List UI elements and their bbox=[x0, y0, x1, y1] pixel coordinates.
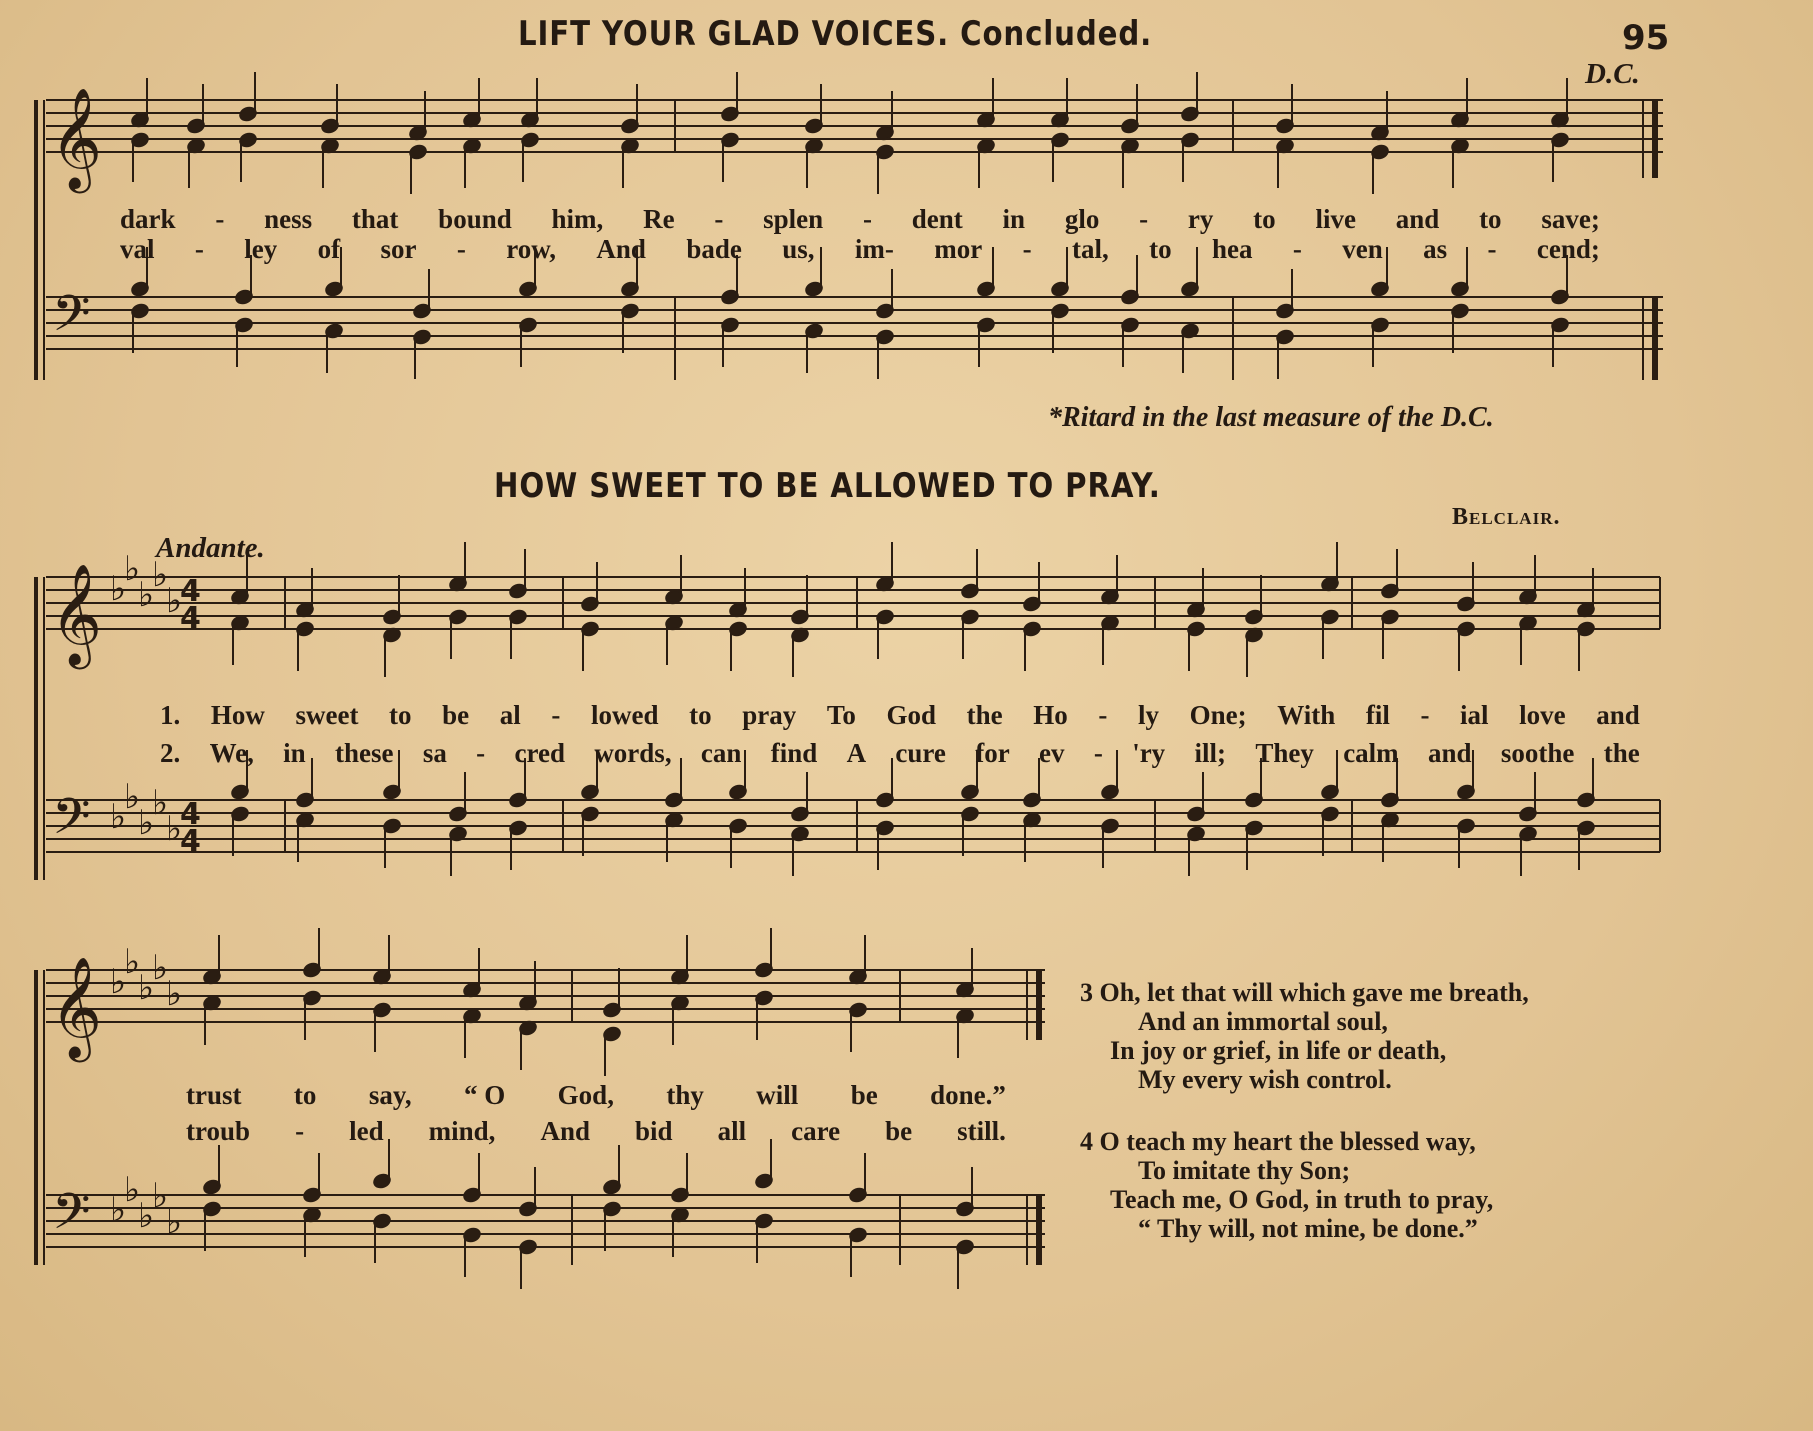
lyric-syllable: to bbox=[1149, 234, 1172, 264]
lyric-syllable: - bbox=[215, 204, 225, 234]
lyric-syllable: dark bbox=[120, 204, 176, 234]
svg-text:𝄞: 𝄞 bbox=[50, 955, 103, 1058]
svg-text:♭: ♭ bbox=[124, 549, 141, 589]
verse-number: 4 bbox=[1080, 1127, 1093, 1156]
verse-3 bbox=[1080, 978, 1529, 1094]
svg-text:♭: ♭ bbox=[152, 555, 169, 595]
hymn1-bass-staff bbox=[46, 297, 1663, 349]
lyric-syllable: and bbox=[1428, 738, 1472, 768]
hymn2-sys1-bass-staff bbox=[46, 800, 1660, 852]
svg-text:4: 4 bbox=[180, 574, 201, 609]
lyric-syllable: the bbox=[1603, 738, 1640, 768]
hymn2-sys2-lyrics-line1 bbox=[186, 1080, 1006, 1111]
lyric-syllable: be bbox=[442, 700, 470, 730]
svg-text:♭: ♭ bbox=[166, 1202, 183, 1242]
svg-text:♭: ♭ bbox=[124, 942, 141, 982]
svg-text:♭: ♭ bbox=[110, 1190, 127, 1230]
lyric-syllable: - bbox=[1487, 234, 1497, 264]
hymn2-sys1-lyrics-line1 bbox=[160, 700, 1640, 731]
svg-text:♭: ♭ bbox=[110, 569, 127, 609]
lyric-syllable: Ho bbox=[1033, 700, 1068, 730]
lyric-syllable: these bbox=[335, 738, 394, 768]
lyric-syllable: live bbox=[1315, 204, 1356, 234]
lyric-row bbox=[160, 738, 1640, 769]
lyric-syllable: ill; bbox=[1194, 738, 1227, 768]
lyric-syllable: be bbox=[850, 1080, 878, 1110]
lyric-syllable: - bbox=[1420, 700, 1430, 730]
verse-line: “ Thy will, not mine, be done.” bbox=[1138, 1214, 1478, 1243]
page-number: 95 bbox=[1622, 18, 1670, 58]
lyric-syllable: troub bbox=[186, 1116, 251, 1146]
hymn1-lyrics-line1 bbox=[120, 204, 1600, 235]
lyric-syllable: words, bbox=[594, 738, 672, 768]
lyric-syllable: be bbox=[885, 1116, 913, 1146]
lyric-row bbox=[120, 234, 1600, 265]
lyric-syllable: that bbox=[351, 204, 399, 234]
verse-line: To imitate thy Son; bbox=[1138, 1156, 1351, 1185]
lyric-syllable: to bbox=[689, 700, 712, 730]
lyric-syllable: - bbox=[714, 204, 724, 234]
lyric-syllable: God bbox=[886, 700, 936, 730]
lyric-syllable: im- bbox=[854, 234, 894, 264]
lyric-syllable: We, bbox=[209, 738, 254, 768]
lyric-syllable: ev bbox=[1039, 738, 1065, 768]
lyric-syllable: bound bbox=[438, 204, 512, 234]
hymn1-treble-staff bbox=[46, 100, 1663, 152]
lyric-syllable: him, bbox=[551, 204, 604, 234]
hymn1-lyrics-line2 bbox=[120, 234, 1600, 265]
lyric-row bbox=[186, 1080, 1006, 1111]
svg-text:𝄢: 𝄢 bbox=[52, 788, 91, 858]
lyric-syllable: led bbox=[349, 1116, 384, 1146]
lyric-syllable: bade bbox=[686, 234, 742, 264]
svg-text:♭: ♭ bbox=[166, 809, 183, 849]
lyric-syllable: and bbox=[1596, 700, 1640, 730]
svg-text:♭: ♭ bbox=[110, 797, 127, 837]
svg-text:♭: ♭ bbox=[138, 1196, 155, 1236]
hymn2-sys2-bass-staff bbox=[46, 1195, 1045, 1247]
lyric-syllable: us, bbox=[782, 234, 815, 264]
lyric-syllable: ness bbox=[264, 204, 313, 234]
svg-text:𝄞: 𝄞 bbox=[50, 562, 103, 665]
lyric-syllable: ley bbox=[244, 234, 278, 264]
lyric-syllable: - bbox=[551, 700, 561, 730]
lyric-syllable: - bbox=[194, 234, 204, 264]
running-title: LIFT YOUR GLAD VOICES. Concluded. bbox=[518, 14, 1153, 54]
lyric-syllable: thy bbox=[666, 1080, 704, 1110]
dc-mark: D.C. bbox=[1585, 58, 1640, 90]
lyric-syllable: mind, bbox=[428, 1116, 496, 1146]
ritard-footnote: *Ritard in the last measure of the D.C. bbox=[1048, 402, 1494, 433]
svg-text:♭: ♭ bbox=[124, 777, 141, 817]
lyric-syllable: sweet bbox=[295, 700, 359, 730]
verse-line: And an immortal soul, bbox=[1138, 1007, 1388, 1036]
lyric-syllable: calm bbox=[1343, 738, 1399, 768]
lyric-syllable: row, bbox=[506, 234, 557, 264]
lyric-syllable: sa bbox=[422, 738, 447, 768]
lyric-syllable: ial bbox=[1460, 700, 1489, 730]
lyric-syllable: done.” bbox=[930, 1080, 1006, 1110]
lyric-syllable: say, bbox=[368, 1080, 412, 1110]
lyric-syllable: sor bbox=[380, 234, 417, 264]
lyric-syllable: - bbox=[1022, 234, 1032, 264]
lyric-syllable: and bbox=[1395, 204, 1440, 234]
lyric-syllable: And bbox=[540, 1116, 590, 1146]
lyric-syllable: trust bbox=[186, 1080, 242, 1110]
lyric-syllable: A bbox=[846, 738, 867, 768]
svg-text:♭: ♭ bbox=[124, 1170, 141, 1210]
lyric-syllable: bid bbox=[635, 1116, 673, 1146]
lyric-syllable: 'ry bbox=[1132, 738, 1166, 768]
lyric-syllable: - bbox=[476, 738, 486, 768]
svg-text:♭: ♭ bbox=[152, 783, 169, 823]
lyric-syllable: And bbox=[596, 234, 646, 264]
lyric-syllable: ry bbox=[1187, 204, 1214, 234]
lyric-syllable: 1. bbox=[160, 700, 181, 730]
lyric-syllable: can bbox=[700, 738, 742, 768]
verse-4 bbox=[1080, 1127, 1493, 1243]
svg-text:♭: ♭ bbox=[138, 803, 155, 843]
hymn2-sys1-lyrics-line2 bbox=[160, 738, 1640, 769]
lyric-syllable: ven bbox=[1342, 234, 1383, 264]
lyric-syllable: soothe bbox=[1500, 738, 1575, 768]
lyric-syllable: still. bbox=[957, 1116, 1006, 1146]
lyric-syllable: glo bbox=[1064, 204, 1100, 234]
svg-text:♭: ♭ bbox=[138, 575, 155, 615]
lyric-syllable: as bbox=[1423, 234, 1448, 264]
lyric-syllable: al bbox=[499, 700, 521, 730]
lyric-syllable: care bbox=[791, 1116, 841, 1146]
svg-text:♭: ♭ bbox=[138, 968, 155, 1008]
lyric-syllable: splen bbox=[763, 204, 824, 234]
verse-line: Teach me, O God, in truth to pray, bbox=[1110, 1185, 1494, 1214]
lyric-syllable: pray bbox=[742, 700, 797, 730]
lyric-syllable: find bbox=[770, 738, 818, 768]
lyric-syllable: - bbox=[862, 204, 872, 234]
lyric-syllable: God, bbox=[557, 1080, 614, 1110]
lyric-syllable: to bbox=[389, 700, 412, 730]
hymn2-sys2-lyrics-line2 bbox=[186, 1116, 1006, 1147]
verse-line: My every wish control. bbox=[1138, 1065, 1392, 1094]
lyric-syllable: - bbox=[1292, 234, 1302, 264]
lyric-syllable: - bbox=[456, 234, 466, 264]
lyric-syllable: - bbox=[1139, 204, 1149, 234]
lyric-syllable: 2. bbox=[160, 738, 181, 768]
svg-text:𝄞: 𝄞 bbox=[50, 86, 103, 189]
lyric-syllable: They bbox=[1255, 738, 1314, 768]
lyric-row bbox=[120, 204, 1600, 235]
lyric-syllable: cred bbox=[514, 738, 565, 768]
svg-text:𝄢: 𝄢 bbox=[52, 285, 91, 355]
lyric-syllable: for bbox=[975, 738, 1010, 768]
composer-name: Belclair. bbox=[1452, 504, 1561, 530]
lyric-syllable: - bbox=[1093, 738, 1103, 768]
lyric-syllable: to bbox=[1479, 204, 1502, 234]
lyric-syllable: - bbox=[295, 1116, 305, 1146]
svg-text:♭: ♭ bbox=[110, 962, 127, 1002]
verse-line: Oh, let that will which gave me breath, bbox=[1099, 978, 1529, 1007]
verse-number: 3 bbox=[1080, 978, 1093, 1007]
hymn2-sys2-treble-staff bbox=[46, 970, 1045, 1022]
hymn2-sys1-treble-staff bbox=[46, 577, 1660, 629]
lyric-syllable: One; bbox=[1189, 700, 1247, 730]
lyric-syllable: lowed bbox=[591, 700, 659, 730]
lyric-syllable: dent bbox=[911, 204, 963, 234]
verse-line: In joy or grief, in life or death, bbox=[1110, 1036, 1447, 1065]
svg-text:♭: ♭ bbox=[152, 1176, 169, 1216]
lyric-syllable: To bbox=[826, 700, 856, 730]
svg-text:♭: ♭ bbox=[166, 581, 183, 621]
lyric-syllable: Re bbox=[643, 204, 675, 234]
lyric-row bbox=[160, 700, 1640, 731]
svg-text:♭: ♭ bbox=[152, 948, 169, 988]
lyric-syllable: in bbox=[1002, 204, 1026, 234]
lyric-syllable: “ O bbox=[464, 1080, 506, 1110]
lyric-syllable: mor bbox=[934, 234, 983, 264]
lyric-syllable: to bbox=[293, 1080, 317, 1110]
lyric-syllable: fil bbox=[1365, 700, 1390, 730]
lyric-syllable: ly bbox=[1137, 700, 1159, 730]
lyric-syllable: How bbox=[210, 700, 265, 730]
lyric-syllable: tal, bbox=[1071, 234, 1109, 264]
svg-text:𝄢: 𝄢 bbox=[52, 1183, 91, 1253]
lyric-syllable: - bbox=[1098, 700, 1108, 730]
lyric-syllable: hea bbox=[1211, 234, 1253, 264]
svg-text:4: 4 bbox=[180, 601, 201, 636]
lyric-syllable: will bbox=[756, 1080, 799, 1110]
hymn2-title: HOW SWEET TO BE ALLOWED TO PRAY. bbox=[494, 466, 1161, 506]
lyric-syllable: love bbox=[1519, 700, 1566, 730]
lyric-syllable: cend; bbox=[1536, 234, 1600, 264]
lyric-syllable: cure bbox=[895, 738, 946, 768]
verse-line: O teach my heart the blessed way, bbox=[1099, 1127, 1476, 1156]
lyric-syllable: val bbox=[120, 234, 155, 264]
lyric-syllable: save; bbox=[1541, 204, 1600, 234]
tempo-marking: Andante. bbox=[156, 532, 265, 564]
lyric-syllable: the bbox=[966, 700, 1003, 730]
lyric-syllable: in bbox=[283, 738, 306, 768]
lyric-syllable: to bbox=[1253, 204, 1276, 234]
lyric-syllable: With bbox=[1277, 700, 1336, 730]
lyric-syllable: of bbox=[317, 234, 341, 264]
svg-text:4: 4 bbox=[180, 797, 201, 832]
svg-text:♭: ♭ bbox=[166, 974, 183, 1014]
lyric-syllable: all bbox=[717, 1116, 747, 1146]
svg-text:4: 4 bbox=[180, 824, 201, 859]
lyric-row bbox=[186, 1116, 1006, 1147]
